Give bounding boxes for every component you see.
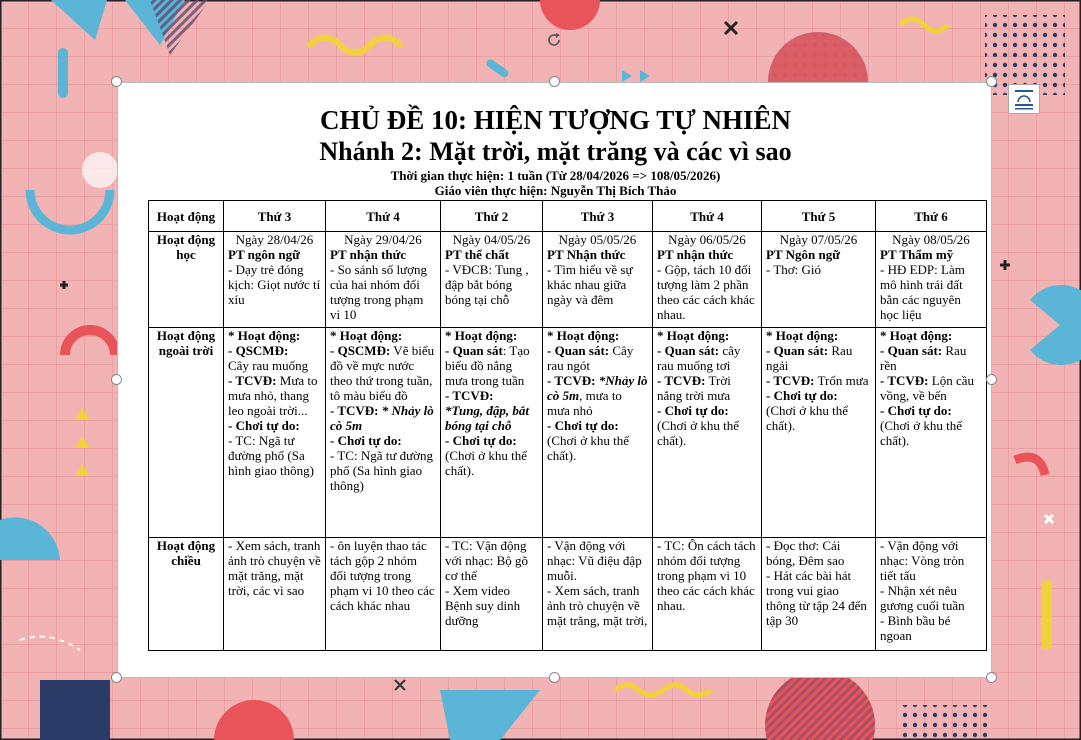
- table-cell[interactable]: Ngày 07/05/26 PT Ngôn ngữ - Thơ: Gió: [762, 232, 876, 328]
- table-header-row: [149, 201, 987, 232]
- table-cell[interactable]: Ngày 08/05/26 PT Thẩm mỹ - HĐ EDP: Làm mô hình trái đất bằn các nguyên học liệu: [876, 232, 987, 328]
- table-cell[interactable]: * Hoạt động: - Quan sát: Rau rền - TCVĐ: Lộn cầu vồng, về bến - Chơi tự do: (Chơi ở khu thể chất).: [876, 328, 987, 538]
- slide-period: Thời gian thực hiện: 1 tuần (Từ 28/04/2026 => 108/05/2026): [390, 168, 721, 183]
- resize-handle-top[interactable]: [549, 76, 560, 87]
- table-cell[interactable]: - ôn luyện thao tác tách gộp 2 nhóm đối tượng trong phạm vi 10 theo các cách khác nhau: [326, 538, 441, 651]
- slide-title: CHỦ ĐỀ 10: HIỆN TƯỢNG TỰ NHIÊN: [319, 105, 792, 135]
- resize-handle-bottom-left[interactable]: [111, 672, 122, 683]
- table-cell[interactable]: - TC: Vận động với nhạc: Bộ gõ cơ thể - Xem video Bệnh suy dinh dưỡng: [441, 538, 543, 651]
- header-day: Thứ 6: [876, 201, 987, 232]
- resize-handle-top-right[interactable]: [986, 76, 997, 87]
- row-header: Hoạt động ngoài trời: [149, 328, 224, 538]
- header-corner: Hoạt động: [149, 201, 224, 232]
- slide-teacher: Giáo viên thực hiện: Nguyễn Thị Bích Thảo: [434, 183, 677, 198]
- slide-canvas[interactable]: [117, 82, 992, 678]
- schedule-table[interactable]: [148, 200, 987, 651]
- layout-options-icon[interactable]: [1008, 84, 1040, 114]
- table-cell[interactable]: * Hoạt động: - Quan sát: cây rau muống tơi - TCVĐ: Trời nắng trời mưa - Chơi tự do: (Chơi ở khu thể chất).: [653, 328, 762, 538]
- table-cell[interactable]: Ngày 04/05/26 PT thể chất - VĐCB: Tung , đập bắt bóng bóng tại chỗ: [441, 232, 543, 328]
- header-day: Thứ 4: [326, 201, 441, 232]
- slide-subtitle: Nhánh 2: Mặt trời, mặt trăng và các vì sao: [319, 137, 792, 166]
- resize-handle-bottom[interactable]: [549, 672, 560, 683]
- table-cell[interactable]: Ngày 06/05/26 PT nhận thức - Gộp, tách 10 đối tượng làm 2 phần theo các cách khác nhau.: [653, 232, 762, 328]
- row-header: Hoạt động chiều: [149, 538, 224, 651]
- table-cell[interactable]: - TC: Ôn cách tách nhóm đối tượng trong phạm vi 10 theo các cách khác nhau.: [653, 538, 762, 651]
- table-cell[interactable]: Ngày 29/04/26 PT nhận thức - So sánh số lượng của hai nhóm đối tượng trong phạm vi 10: [326, 232, 441, 328]
- table-cell[interactable]: - Đọc thơ: Cái bóng, Đêm sao - Hát các bài hát trong vui giao thông từ tập 24 đến tập 30: [762, 538, 876, 651]
- table-cell[interactable]: * Hoạt động: - QSCMĐ: Vẽ biểu đồ về mực nước theo thứ trong tuần, tô màu biểu đồ - TCVĐ: * Nhảy lò cò 5m - Chơi tự do: - TC: Ngã tư đường phố (Sa hình giao thông): [326, 328, 441, 538]
- rotate-icon[interactable]: [545, 31, 563, 49]
- table-cell[interactable]: * Hoạt động: - Quan sát: Rau ngải - TCVĐ: Trốn mưa - Chơi tự do: (Chơi ở khu thể chất).: [762, 328, 876, 538]
- table-cell[interactable]: * Hoạt động: - QSCMĐ: Cây rau muống - TCVĐ: Mưa to mưa nhỏ, thang leo ngoài trời... - Chơi tự do: - TC: Ngã tư đường phố (Sa hình giao thông): [224, 328, 326, 538]
- table-cell[interactable]: Ngày 05/05/26 PT Nhận thức - Tìm hiểu về sự khác nhau giữa ngày và đêm: [543, 232, 653, 328]
- header-day: Thứ 4: [653, 201, 762, 232]
- row-header: Hoạt động học: [149, 232, 224, 328]
- table-cell[interactable]: - Vận động với nhạc: Vũ điệu đập muỗi. - Xem sách, tranh ảnh trò chuyện về mặt trăng, mặt trời,: [543, 538, 653, 651]
- table-cell[interactable]: Ngày 28/04/26 PT ngôn ngữ - Dạy trẻ đóng kịch: Giọt nước tí xíu: [224, 232, 326, 328]
- table-row: [149, 232, 987, 328]
- table-cell[interactable]: - Vận động với nhạc: Vòng tròn tiết tấu - Nhận xét nêu gương cuối tuần - Bình bầu bé ngoan: [876, 538, 987, 651]
- header-day: Thứ 2: [441, 201, 543, 232]
- table-cell[interactable]: * Hoạt động: - Quan sát: Tạo biểu đồ nắng mưa trong tuần - TCVĐ: *Tung, đập, bắt bóng tại chỗ - Chơi tự do: (Chơi ở khu thể chất).: [441, 328, 543, 538]
- resize-handle-top-left[interactable]: [111, 76, 122, 87]
- resize-handle-bottom-right[interactable]: [986, 672, 997, 683]
- table-row: [149, 328, 987, 538]
- resize-handle-right[interactable]: [986, 374, 997, 385]
- resize-handle-left[interactable]: [111, 374, 122, 385]
- table-cell[interactable]: * Hoạt động: - Quan sát: Cây rau ngót - TCVĐ: *Nhảy lò cò 5m, mưa to mưa nhỏ - Chơi tự do: (Chơi ở khu thể chất).: [543, 328, 653, 538]
- table-cell[interactable]: - Xem sách, tranh ảnh trò chuyện về mặt trăng, mặt trời, các vì sao: [224, 538, 326, 651]
- header-day: Thứ 5: [762, 201, 876, 232]
- header-day: Thứ 3: [224, 201, 326, 232]
- header-day: Thứ 3: [543, 201, 653, 232]
- table-row: [149, 538, 987, 651]
